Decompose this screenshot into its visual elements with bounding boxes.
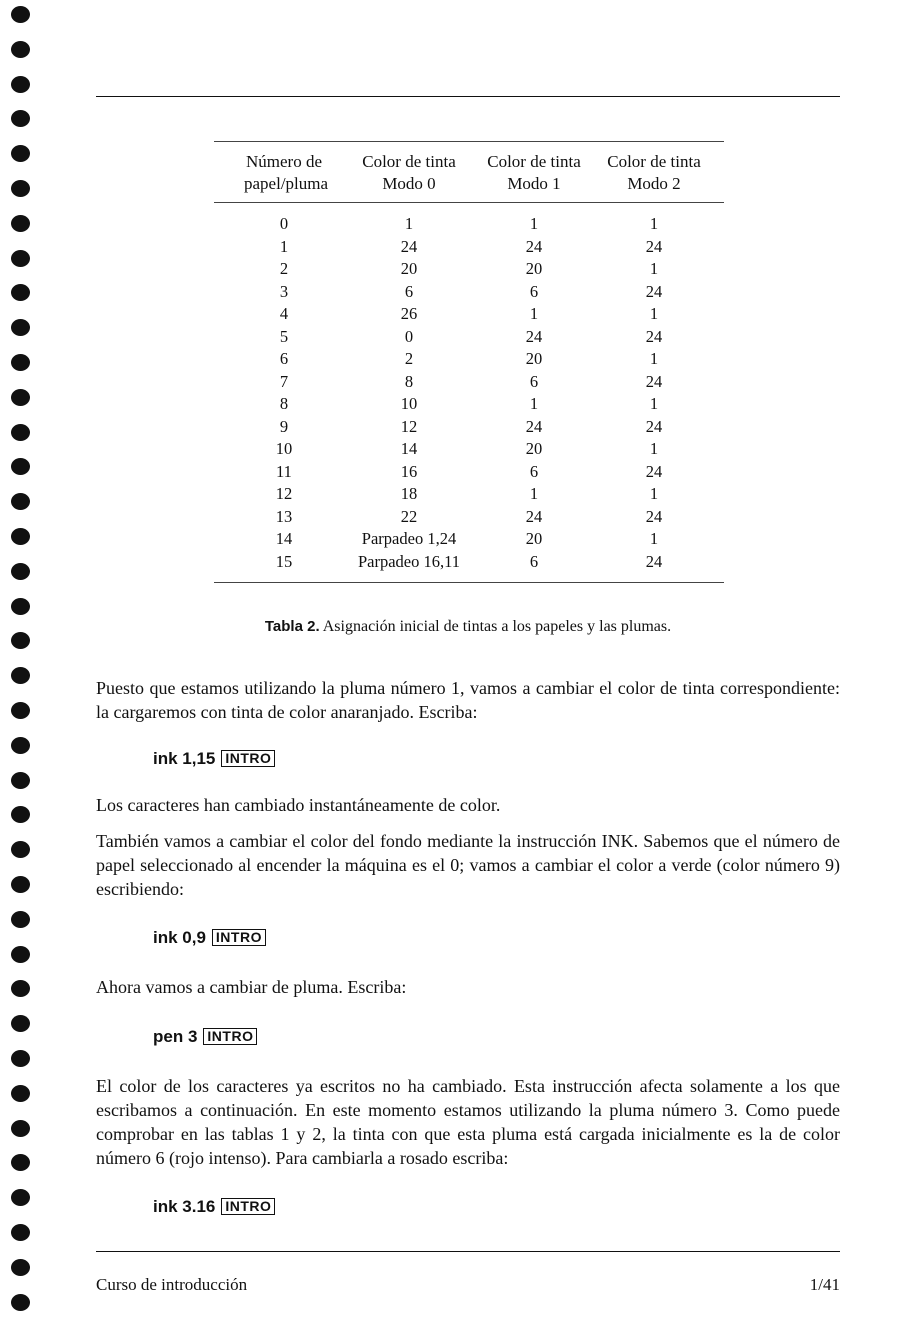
table-cell: 1 (279, 236, 289, 256)
table-row (214, 528, 724, 551)
punch-hole (11, 841, 30, 858)
table-cell: 20 (525, 439, 543, 458)
table-row (214, 258, 724, 281)
punch-hole (11, 145, 30, 162)
table-cell: 1 (529, 304, 539, 323)
page-number: 1/41 (809, 1275, 840, 1294)
punch-hole (11, 911, 30, 928)
table-row (214, 348, 724, 371)
punch-hole (11, 1294, 30, 1311)
table-cell: 24 (525, 506, 543, 526)
table-cell: Parpadeo 16,11 (357, 551, 461, 571)
table-caption (96, 616, 840, 638)
table-cell: 12 (275, 484, 293, 503)
table-cell: 24 (645, 281, 663, 301)
table-cell: 0 (404, 326, 414, 346)
punch-hole (11, 876, 30, 893)
table-cell: 6 (279, 349, 289, 368)
punch-hole (11, 41, 30, 58)
punch-hole (11, 563, 30, 580)
punch-hole (11, 1050, 30, 1067)
table-cell: 24 (645, 416, 663, 436)
table-cell: 11 (276, 461, 292, 481)
punch-hole (11, 632, 30, 649)
punch-hole (11, 6, 30, 23)
punch-hole (11, 76, 30, 93)
table-cell: 18 (400, 484, 418, 503)
header-mode0 (334, 151, 484, 195)
punch-hole (11, 319, 30, 336)
header-line: Número de (245, 152, 322, 171)
table-cell: 1 (649, 349, 659, 368)
table-cell: 14 (275, 529, 293, 548)
table-row (214, 551, 724, 574)
header-mode1 (474, 151, 594, 195)
table-row (214, 371, 724, 394)
table-cell: 13 (275, 506, 293, 526)
table-cell: 6 (529, 461, 539, 481)
table-cell: 24 (645, 506, 663, 526)
punch-hole (11, 284, 30, 301)
header-rule (96, 96, 840, 97)
header-line: Modo 2 (627, 174, 681, 193)
table-cell: 4 (279, 304, 289, 323)
punch-hole (11, 354, 30, 371)
table-cell: 1 (649, 304, 659, 323)
header-line: papel/pluma (244, 174, 329, 193)
punch-hole (11, 980, 30, 997)
intro-key: INTRO (212, 929, 266, 946)
punch-hole (11, 806, 30, 823)
table-cell: 14 (400, 439, 418, 458)
punch-hole (11, 1154, 30, 1171)
punch-holes (0, 0, 40, 1334)
table-cell: 6 (529, 281, 539, 301)
table-cell: 1 (404, 214, 414, 233)
table-cell: 15 (275, 551, 293, 571)
paragraph-3: También vamos a cambiar el color del fondo mediante la instrucción INK. Sabemos que el número de papel seleccionado al encender la máquina es el 0; vamos a cambiar el color a verde (color número 9) escribiendo: (96, 831, 840, 899)
table-cell: 16 (400, 461, 418, 481)
header-line: Color de tinta (607, 152, 701, 171)
table-row (214, 393, 724, 416)
table-cell: 0 (279, 214, 289, 233)
command-ink-3-16 (153, 1196, 275, 1218)
table-cell: 1 (649, 259, 659, 278)
table-cell: 24 (645, 326, 663, 346)
punch-hole (11, 598, 30, 615)
punch-hole (11, 1224, 30, 1241)
header-mode2 (589, 151, 719, 195)
table-cell: 10 (400, 394, 418, 413)
punch-hole (11, 215, 30, 232)
punch-hole (11, 389, 30, 406)
table-cell: 26 (400, 304, 418, 323)
punch-hole (11, 493, 30, 510)
table-row (214, 281, 724, 304)
header-line: Modo 0 (382, 174, 436, 193)
table-cell: 20 (525, 259, 543, 278)
table-cell: 22 (400, 506, 418, 526)
paragraph-5: El color de los caracteres ya escritos no ha cambiado. Esta instrucción afecta solamente a los que escribamos a continuación. En este momento estamos utilizando la pluma número 3. Como puede comprobar en las tablas 1 y 2, la tinta con que esta pluma está cargada inicialmente es la de color número 6 (rojo intenso). Para cambiarla a rosado escriba: (96, 1076, 840, 1168)
table-cell: 2 (279, 259, 289, 278)
table-cell: 8 (279, 394, 289, 413)
table-row (214, 326, 724, 349)
caption-label: Tabla 2. (264, 618, 320, 635)
paragraph-2: Los caracteres han cambiado instantáneamente de color. (96, 795, 501, 815)
intro-key: INTRO (221, 750, 275, 767)
punch-hole (11, 250, 30, 267)
footer-rule (96, 1251, 840, 1252)
table-cell: 24 (400, 236, 418, 256)
punch-hole (11, 737, 30, 754)
punch-hole (11, 110, 30, 127)
intro-key: INTRO (221, 1198, 275, 1215)
table-cell: 7 (279, 371, 289, 391)
command-ink-0-9 (153, 927, 266, 949)
table-cell: 24 (525, 236, 543, 256)
table-header (214, 151, 724, 197)
table-cell: 24 (645, 236, 663, 256)
table-cell: 20 (525, 349, 543, 368)
table-cell: 5 (279, 326, 289, 346)
table-cell: 1 (529, 214, 539, 233)
table-cell: 1 (649, 394, 659, 413)
punch-hole (11, 772, 30, 789)
table-cell: 9 (279, 416, 289, 436)
table-cell: 10 (275, 439, 293, 458)
table-cell: 6 (529, 371, 539, 391)
table-cell: 1 (649, 439, 659, 458)
punch-hole (11, 1189, 30, 1206)
table-cell: 20 (525, 529, 543, 548)
paragraph-1: Puesto que estamos utilizando la pluma número 1, vamos a cambiar el color de tinta correspondiente: la cargaremos con tinta de color anaranjado. Escriba: (96, 678, 840, 722)
table-cell: 24 (645, 371, 663, 391)
footer-title: Curso de introducción (96, 1275, 248, 1294)
paragraph-4: Ahora vamos a cambiar de pluma. Escriba: (96, 977, 407, 997)
table-body (214, 213, 724, 573)
table-row (214, 303, 724, 326)
command-ink-1-15 (153, 748, 275, 770)
table-cell: 3 (279, 281, 289, 301)
table-cell: 1 (529, 394, 539, 413)
header-line: Color de tinta (362, 152, 456, 171)
table-cell: 20 (400, 259, 418, 278)
table-row (214, 416, 724, 439)
table-cell: 12 (400, 416, 418, 436)
table-cell: 24 (645, 461, 663, 481)
table-cell: 6 (404, 281, 414, 301)
table-row (214, 438, 724, 461)
table-top-rule (214, 141, 724, 142)
command-pen-3 (153, 1026, 257, 1048)
table-header-rule (214, 202, 724, 203)
punch-hole (11, 702, 30, 719)
command-text: pen 3 (153, 1027, 198, 1046)
table-bottom-rule (214, 582, 724, 583)
table-cell: 1 (649, 529, 659, 548)
table-row (214, 483, 724, 506)
table-cell: 24 (645, 551, 663, 571)
table-cell: 2 (404, 349, 414, 368)
table-cell: 24 (525, 416, 543, 436)
header-paper-pen (244, 151, 329, 195)
punch-hole (11, 528, 30, 545)
table-cell: 8 (404, 371, 414, 391)
punch-hole (11, 1259, 30, 1276)
command-text: ink 3.16 (153, 1197, 216, 1216)
punch-hole (11, 667, 30, 684)
caption-text: Asignación inicial de tintas a los papeles y las plumas. (322, 618, 672, 635)
punch-hole (11, 946, 30, 963)
table-cell: 1 (649, 484, 659, 503)
table-cell: 6 (529, 551, 539, 571)
header-line: Color de tinta (487, 152, 581, 171)
punch-hole (11, 1120, 30, 1137)
table-row (214, 213, 724, 236)
table-row (214, 506, 724, 529)
table-cell: 1 (649, 214, 659, 233)
punch-hole (11, 1085, 30, 1102)
punch-hole (11, 1015, 30, 1032)
command-text: ink 1,15 (153, 749, 216, 768)
punch-hole (11, 180, 30, 197)
table-cell: Parpadeo 1,24 (361, 529, 457, 548)
punch-hole (11, 458, 30, 475)
table-cell: 1 (529, 484, 539, 503)
table-row (214, 236, 724, 259)
command-text: ink 0,9 (153, 928, 206, 947)
table-row (214, 461, 724, 484)
header-line: Modo 1 (507, 174, 561, 193)
punch-hole (11, 424, 30, 441)
intro-key: INTRO (203, 1028, 257, 1045)
table-cell: 24 (525, 326, 543, 346)
